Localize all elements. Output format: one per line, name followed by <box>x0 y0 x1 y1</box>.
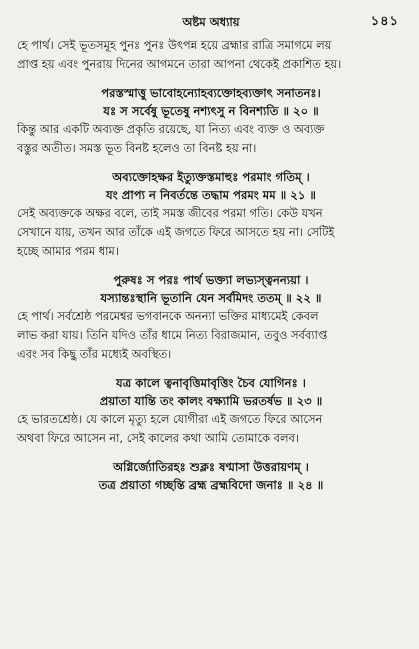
verse-line: যস্যান্তঃস্থানি ভূতানি যেন সর্বমিদং ততম্ ॥ ২২ ॥ <box>100 291 322 305</box>
translation-paragraph <box>17 307 405 364</box>
verse-block-22 <box>17 261 405 364</box>
translation-paragraph <box>17 204 405 261</box>
verse-block-21 <box>17 158 405 261</box>
verse-line: প্রয়াতা যান্তি তং কালং বক্ষ্যামি ভরতর্ষভ ॥ ২৩ ॥ <box>99 394 323 408</box>
verse-line: যঃ স সর্বেষু ভূতেষু নশ্যৎসু ন বিনশ্যতি ॥ ২০ ॥ <box>103 104 319 118</box>
sanskrit-verse <box>17 158 405 204</box>
prose-line: হে পার্থ। সর্বশ্রেষ্ঠ পরমেশ্বর ভগবানকে অনন্যা ভক্তির মাধ্যমেই কেবল <box>17 309 319 323</box>
translation-paragraph <box>17 410 405 448</box>
prose-line: সেই অব্যক্তকে অক্ষর বলে, তাই সমস্ত জীবের পরমা গতি। কেউ যখন <box>17 206 323 220</box>
translation-paragraph <box>17 120 405 158</box>
verse-line: যং প্রাপ্য ন নিবর্তন্তে তদ্ধাম পরমং মম ॥ ২১ ॥ <box>106 188 316 202</box>
verse-line: অব্যক্তোহক্ষর ইত্যুক্তস্তমাহুঃ পরমাং গতিম্ । <box>112 170 310 184</box>
page-header <box>17 6 405 36</box>
sanskrit-verse <box>17 261 405 307</box>
translation-paragraph <box>17 36 405 74</box>
verse-line: পরস্তস্মাত্তু ভাবোহন্যোহব্যক্তোহব্যক্তাৎ সনাতনঃ। <box>101 86 321 100</box>
prose-line: কিন্তু আর একটি অব্যক্ত প্রকৃতি রয়েছে, যা নিত্য এবং ব্যক্ত ও অব্যক্ত <box>17 122 325 136</box>
verse-block-20 <box>17 74 405 158</box>
verse-line: যত্র কালে ত্বনাবৃত্তিমাবৃত্তিং চৈব যোগিনঃ । <box>116 376 306 390</box>
verse-line: তত্র প্রয়াতা গচ্ছন্তি ব্রহ্ম ব্রহ্মবিদো জনাঃ ॥ ২৪ ॥ <box>98 478 324 492</box>
prose-line: হে পার্থ। সেই ভূতসমূহ পুনঃ পুনঃ উৎপন্ন হয়ে ব্রহ্মার রাত্রি সমাগমে লয় <box>17 38 332 52</box>
sanskrit-verse <box>17 364 405 410</box>
verse-block-24 <box>17 448 405 494</box>
verse-block-23 <box>17 364 405 448</box>
sanskrit-verse <box>17 74 405 120</box>
prose-line: এবং সব কিছু তাঁর মধ্যেই অবস্থিত। <box>17 347 172 361</box>
verse-line: পুরুষঃ স পরঃ পার্থ ভক্ত্যা লভ্যস্ত্বনন্যয়া । <box>113 273 309 287</box>
verse-line: অগ্নির্জ্যোতিরহঃ শুক্লঃ ষণ্মাসা উত্তরায়ণম্ । <box>113 460 309 474</box>
prose-line: হে ভারতশ্রেষ্ঠ। যে কালে মৃত্যু হলে যোগীরা এই জগতে ফিরে আসেন <box>17 412 323 426</box>
prose-line: সেখানে যায়, তখন আর তাঁকে এই জগতে ফিরে আসতে হয় না। সেটিই <box>17 225 335 239</box>
sanskrit-verse <box>17 448 405 494</box>
page-number: ১৪১ <box>370 14 399 29</box>
text-block <box>17 36 405 74</box>
chapter-title: অষ্টম অধ্যায় <box>182 15 240 29</box>
prose-line: প্রাপ্ত হয় এবং পুনরায় দিনের আগমনে তারা আপনা থেকেই প্রকাশিত হয়। <box>17 57 342 71</box>
prose-line: হচ্ছে আমার পরম ধাম। <box>17 244 119 258</box>
prose-line: বস্তুর অতীত। সমস্ত ভূত বিনষ্ট হলেও তা বিনষ্ট হয় না। <box>17 141 257 155</box>
prose-line: অথবা ফিরে আসেন না, সেই কালের কথা আমি তোমাকে বলব। <box>17 431 299 445</box>
prose-line: লাভ করা যায়। তিনি যদিও তাঁর ধামে নিত্য বিরাজমান, তবুও সর্বব্যাপ্ত <box>17 328 328 342</box>
